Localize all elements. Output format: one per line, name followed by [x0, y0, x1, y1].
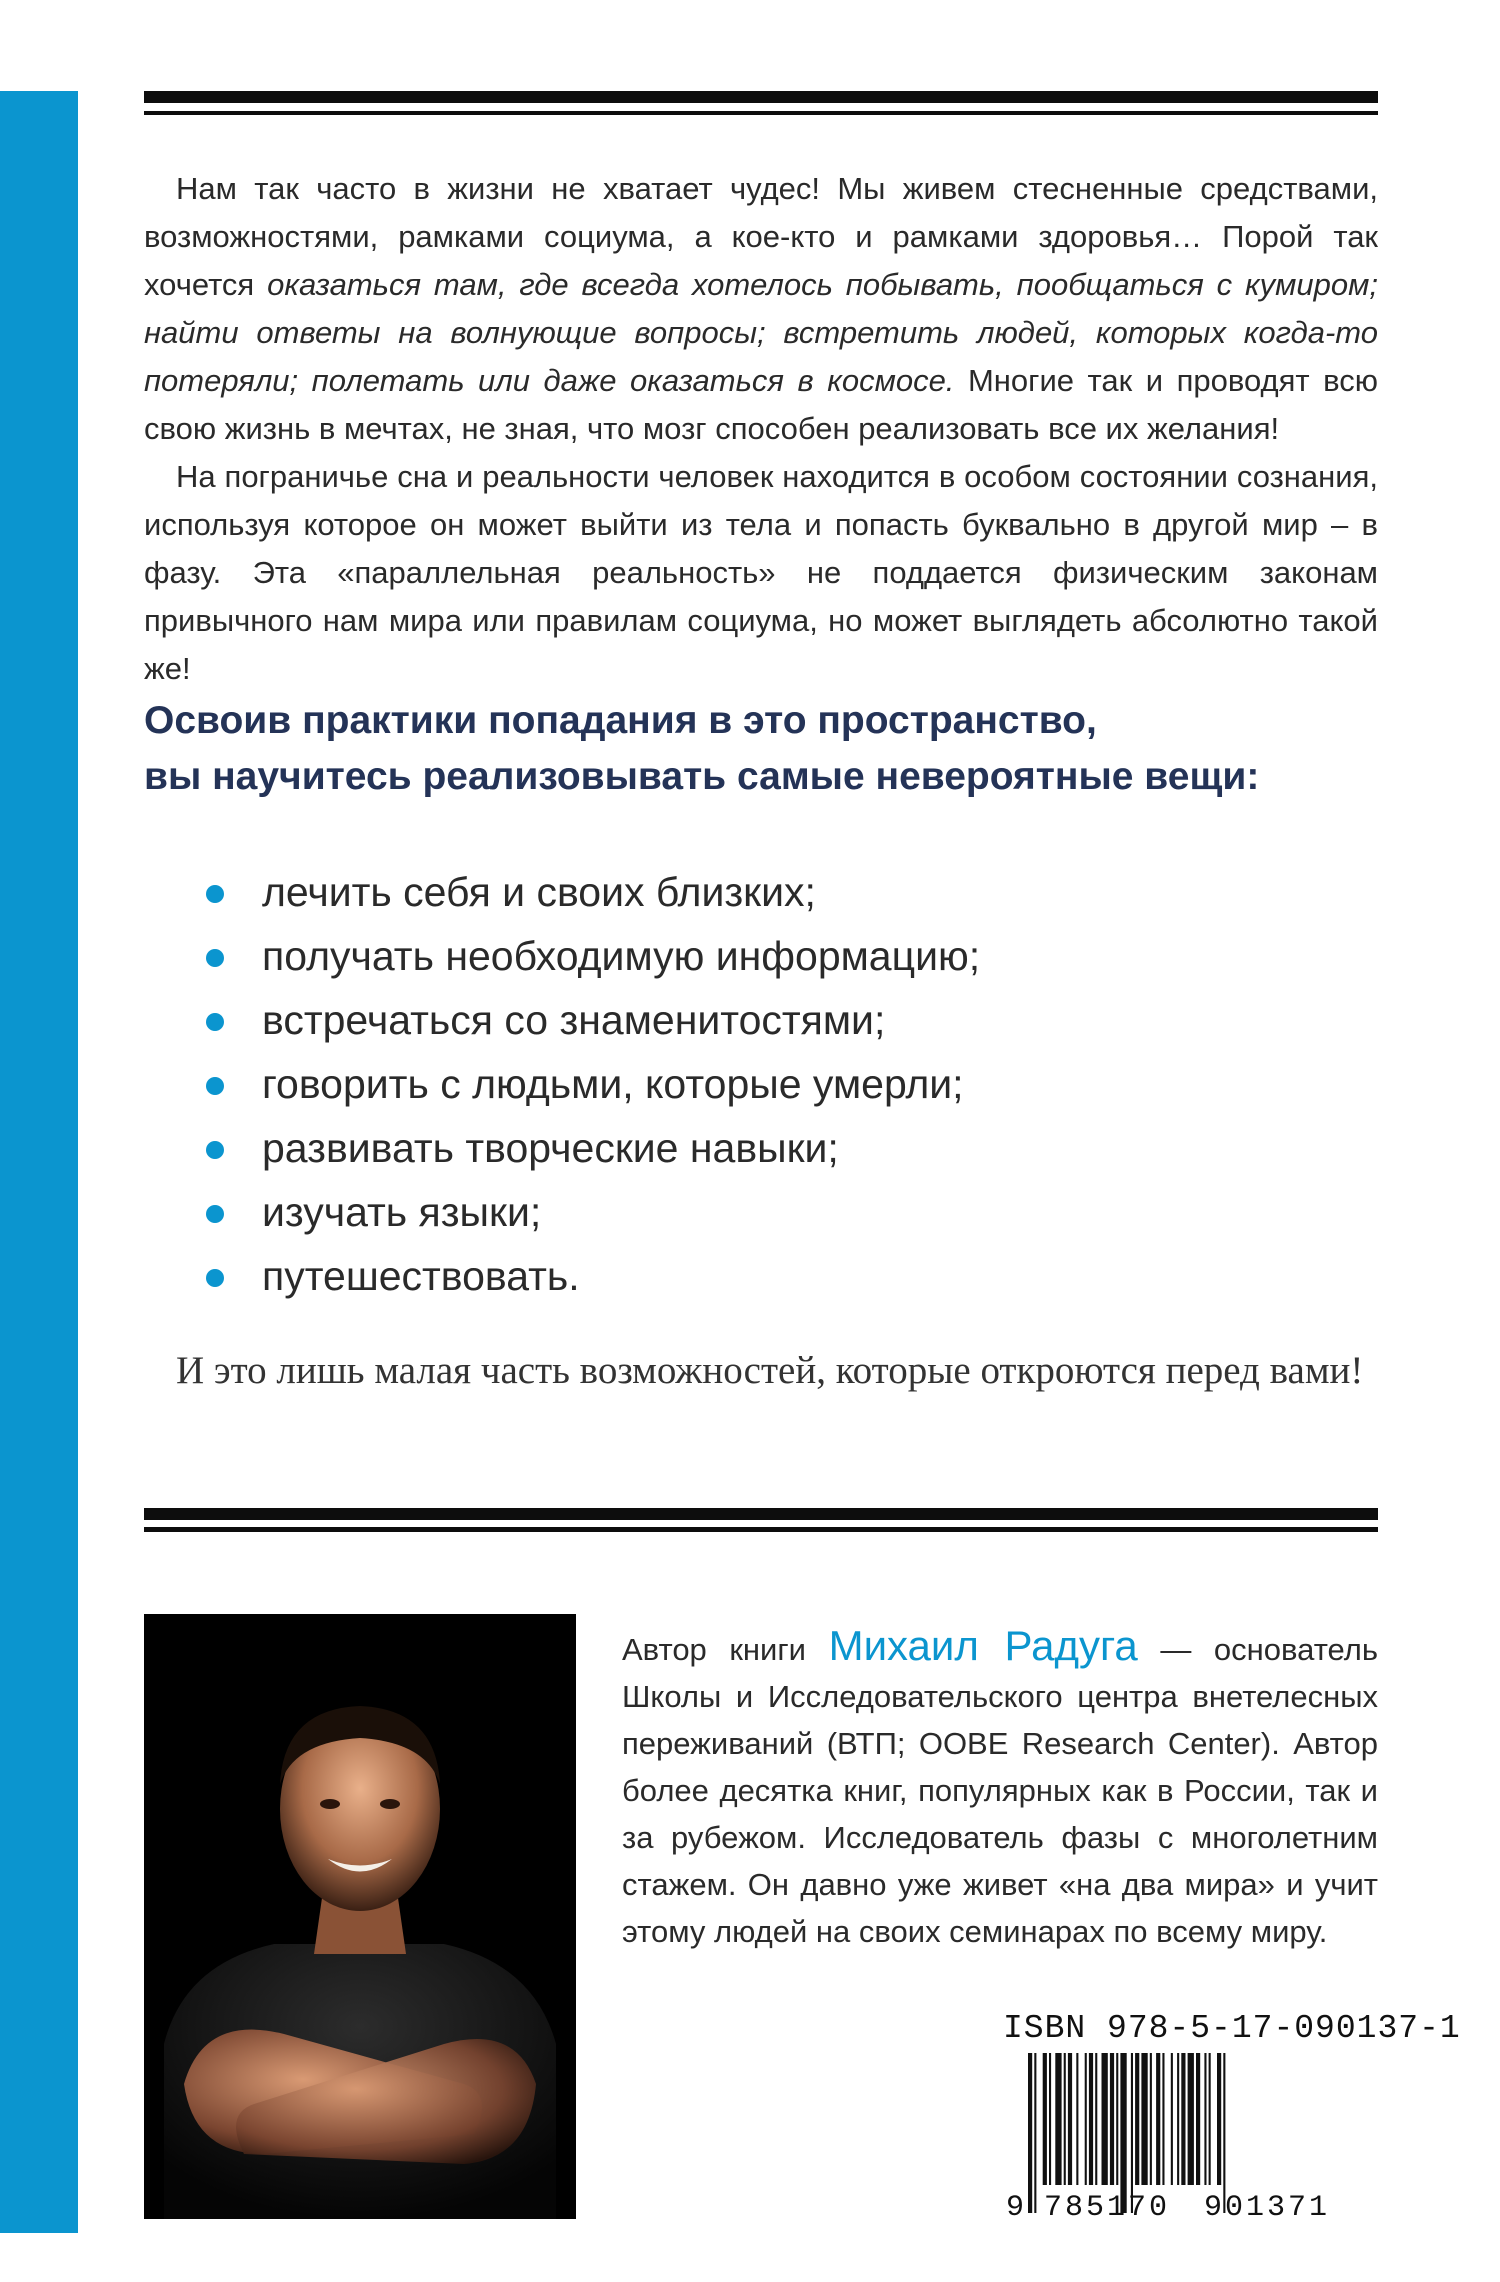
barcode-first-digit: 9	[1006, 2191, 1025, 2219]
barcode-bar	[1217, 2053, 1221, 2185]
barcode-bar	[1116, 2053, 1118, 2185]
list-item: изучать языки;	[196, 1180, 980, 1244]
list-item: говорить с людьми, которые умерли;	[196, 1052, 980, 1116]
top-rule-thin	[144, 111, 1378, 115]
closing-paragraph: И это лишь малая часть возможностей, которые откроются перед вами!	[176, 1349, 1364, 1392]
intro-paragraph-1: Нам так часто в жизни не хватает чудес! Мы живем стесненные средствами, возможностями, рамками социума, а кое-кто и рамками здоровья… Порой так хочется оказаться там, где всегда хотелось побывать, пообщаться с кумиром; найти ответы на волнующие вопросы; встретить людей, которых когда-то потеряли; полетать или даже оказаться в космосе. Многие так и проводят всю свою жизнь в мечтах, не зная, что мозг способен реализовать все их желания!	[144, 171, 1379, 446]
barcode-bar	[1120, 2053, 1126, 2213]
bullet-dot-icon	[206, 1013, 224, 1031]
bullet-dot-icon	[206, 885, 224, 903]
bullet-dot-icon	[206, 1269, 224, 1287]
bullet-dot-icon	[206, 1141, 224, 1159]
barcode-bar	[1204, 2053, 1206, 2185]
barcode-bar	[1209, 2053, 1211, 2185]
barcode-bar	[1196, 2053, 1200, 2185]
barcode	[1004, 2053, 1376, 2219]
barcode-bars	[1028, 2053, 1225, 2213]
bullet-dot-icon	[206, 949, 224, 967]
list-item: путешествовать.	[196, 1244, 980, 1308]
intro-paragraph-2: На пограничье сна и реальности человек находится в особом состоянии сознания, используя которое он может выйти из тела и попасть буквально в другой мир – в фазу. Эта «параллельная реальность» не поддается физическим законам привычного нам мира или правилам социума, но может выглядеть абсолютно такой же!	[144, 459, 1378, 686]
section-subheading	[144, 693, 1378, 805]
barcode-bar	[1150, 2053, 1152, 2185]
middle-rule-thin	[144, 1527, 1378, 1532]
author-portrait-illustration	[144, 1614, 576, 2219]
barcode-bar	[1034, 2053, 1036, 2213]
blue-side-strip	[0, 91, 78, 2233]
barcode-bar	[1085, 2053, 1087, 2185]
barcode-bar	[1131, 2053, 1133, 2213]
intro-text	[144, 165, 1378, 693]
abilities-list	[196, 860, 980, 1308]
barcode-bar	[1102, 2053, 1108, 2185]
subheading-line-2: вы научитесь реализовывать самые невероятные вещи:	[144, 755, 1260, 798]
barcode-bar	[1171, 2053, 1173, 2185]
barcode-bar	[1095, 2053, 1097, 2185]
barcode-bar	[1223, 2053, 1225, 2213]
barcode-bar	[1089, 2053, 1093, 2185]
bullet-dot-icon	[206, 1205, 224, 1223]
barcode-bar	[1181, 2053, 1185, 2185]
barcode-digits-left: 785170	[1044, 2191, 1171, 2219]
barcode-digits-right: 901371	[1204, 2191, 1331, 2219]
author-name: Михаил Радуга	[828, 1622, 1138, 1669]
author-photo	[144, 1614, 576, 2219]
barcode-bar	[1076, 2053, 1078, 2185]
list-item: лечить себя и своих близких;	[196, 860, 980, 924]
barcode-bar	[1043, 2053, 1047, 2185]
isbn-number: ISBN 978-5-17-090137-1	[1003, 2010, 1461, 2047]
bullet-dot-icon	[206, 1077, 224, 1095]
intro-italic-wishes: оказаться там, где всегда хотелось побывать, пообщаться с кумиром; найти ответы на волнующие вопросы; встретить людей, которых когда-то потеряли; полетать или даже оказаться в космосе.	[144, 267, 1379, 398]
barcode-bar	[1156, 2053, 1160, 2185]
middle-rule-thick	[144, 1508, 1378, 1520]
barcode-bar	[1055, 2053, 1061, 2185]
barcode-bar	[1177, 2053, 1179, 2185]
top-rule-thick	[144, 91, 1378, 103]
list-item: встречаться со знаменитостями;	[196, 988, 980, 1052]
barcode-bar	[1141, 2053, 1147, 2185]
list-item: развивать творческие навыки;	[196, 1116, 980, 1180]
barcode-bar	[1188, 2053, 1194, 2185]
barcode-bar	[1110, 2053, 1114, 2185]
barcode-bar	[1068, 2053, 1072, 2185]
barcode-bar	[1028, 2053, 1032, 2213]
author-bio: Автор книги Михаил Радуга — основатель Школы и Исследовательского центра внетелесных переживаний (ВТП; OOBE Research Center). Автор более десятка книг, популярных как в России, так и за рубежом. Исследователь фазы с многолетним стажем. Он давно уже живет «на два мира» и учит этому людей на своих семинарах по всему миру.	[622, 1622, 1378, 1949]
subheading-line-1: Освоив практики попадания в это пространство,	[144, 699, 1097, 742]
list-item: получать необходимую информацию;	[196, 924, 980, 988]
barcode-bar	[1162, 2053, 1164, 2185]
barcode-bar	[1049, 2053, 1051, 2185]
barcode-bar	[1064, 2053, 1066, 2185]
barcode-bar	[1135, 2053, 1139, 2185]
